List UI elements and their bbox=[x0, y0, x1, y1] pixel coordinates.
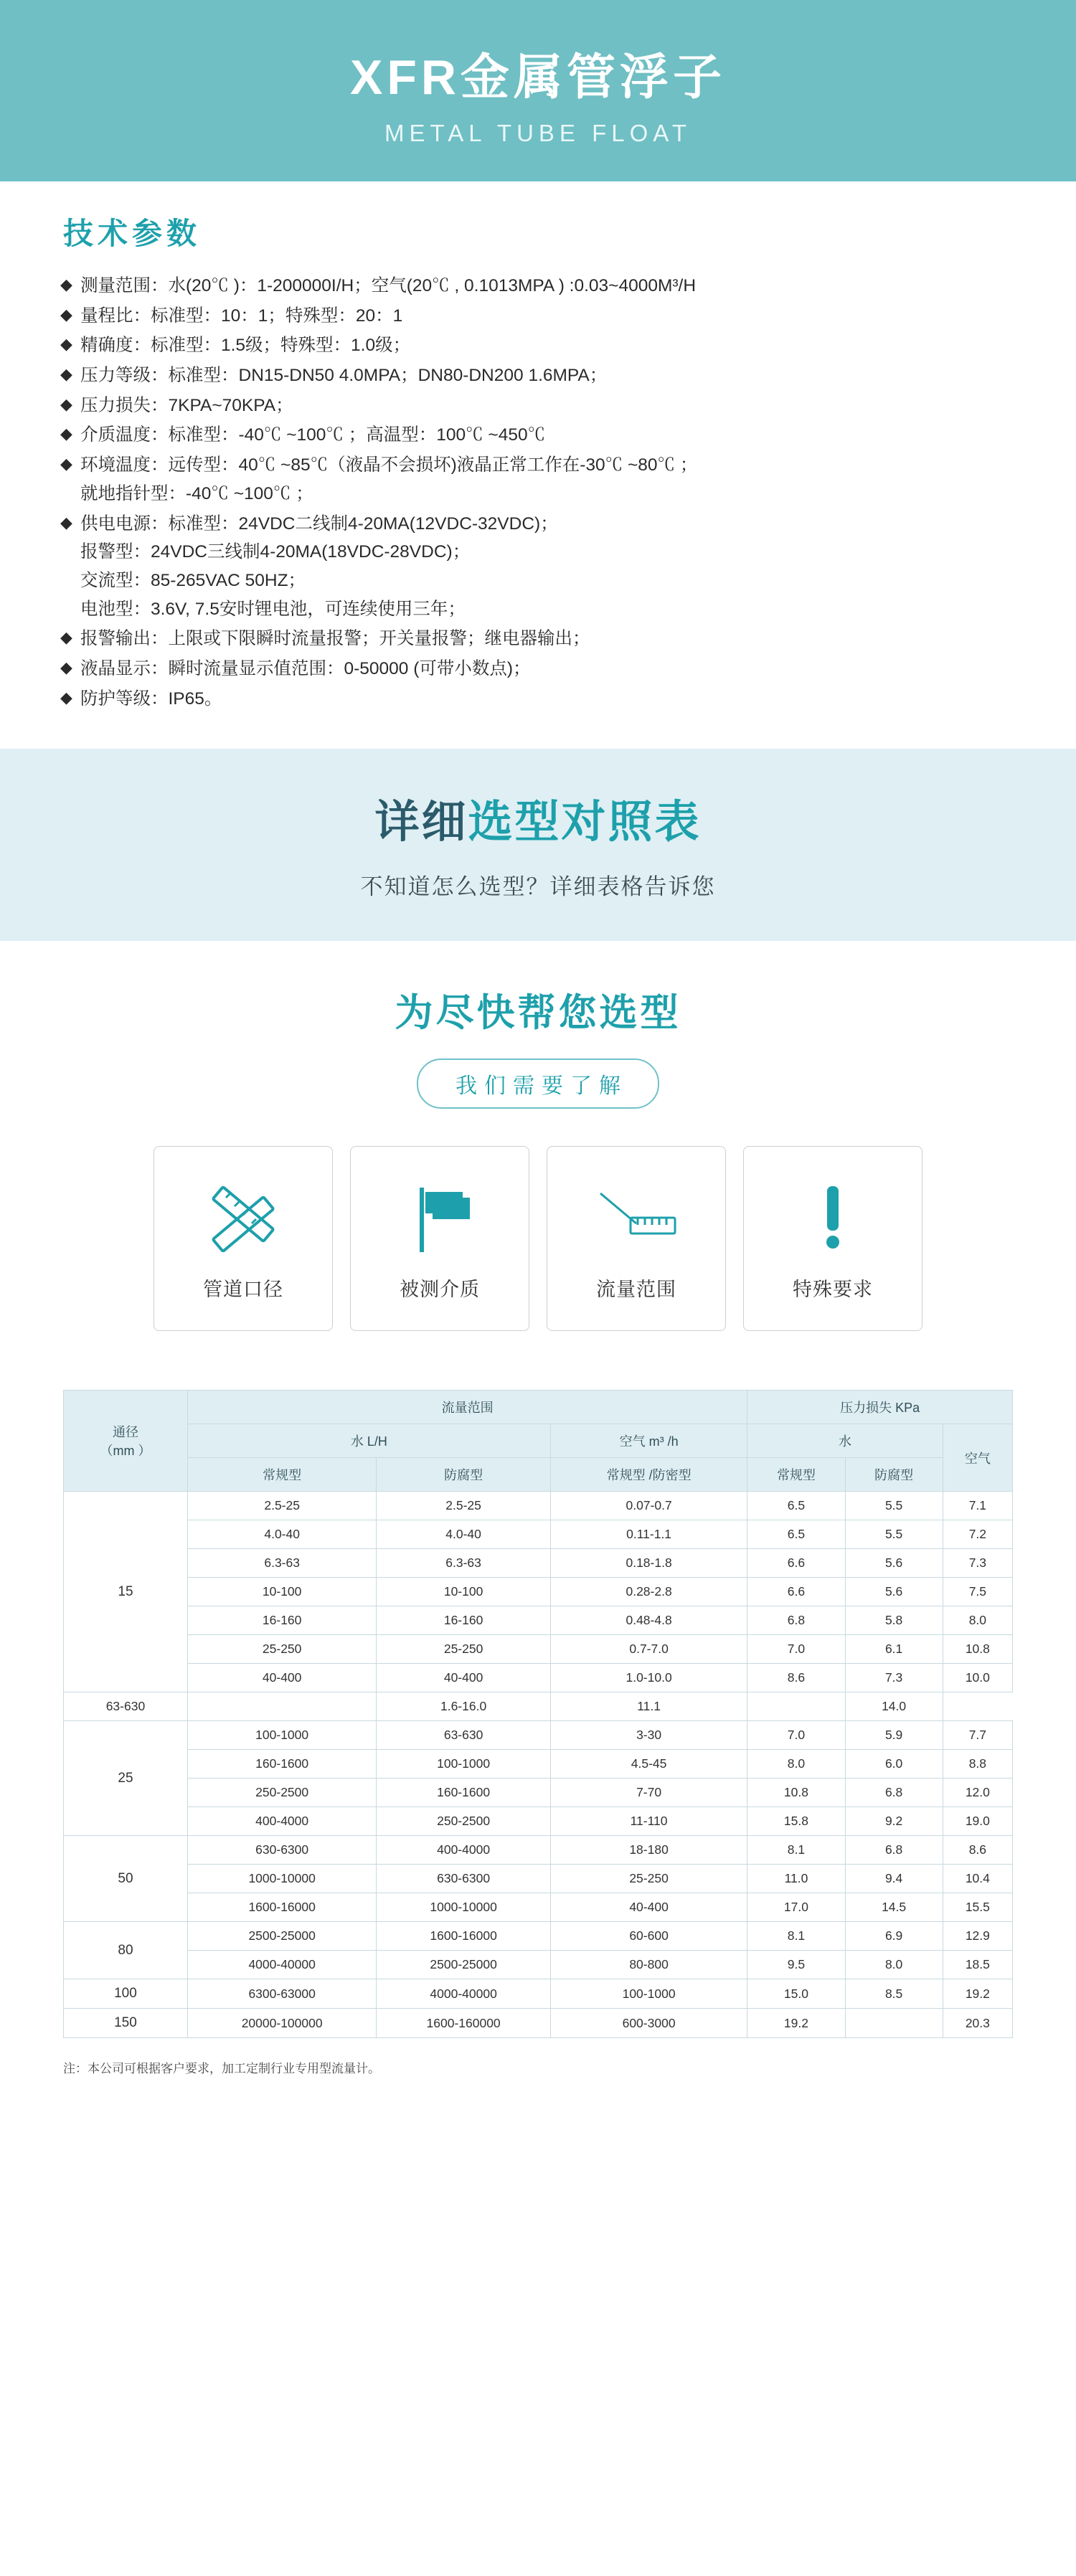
selection-help-section bbox=[0, 941, 1076, 1360]
cell-water-anti: 250-2500 bbox=[377, 1807, 550, 1836]
diamond-bullet-icon: ◆ bbox=[60, 275, 72, 293]
spec-item-text: 测量范围：水(20℃ )：1-200000I/H；空气(20℃ , 0.1013MPA ) :0.03~4000M³/H bbox=[80, 276, 697, 295]
spec-item bbox=[43, 655, 1033, 683]
spec-item-text: 压力等级：标准型：DN15-DN50 4.0MPA；DN80-DN200 1.6MPA； bbox=[80, 366, 608, 386]
cell-water-std: 400-4000 bbox=[187, 1807, 376, 1836]
cell-ploss-air: 8.8 bbox=[943, 1750, 1012, 1779]
spec-item-text: 液晶显示：瞬时流量显示值范围：0-50000 (可带小数点)； bbox=[80, 658, 531, 678]
selection-help-pill: 我们需要了解 bbox=[417, 1059, 659, 1109]
cell-ploss-air: 8.6 bbox=[943, 1836, 1012, 1865]
cell-water-anti: 4000-40000 bbox=[377, 1979, 550, 2009]
cell-dn: 50 bbox=[64, 1836, 188, 1922]
cell-ploss-air: 7.1 bbox=[943, 1492, 1012, 1520]
table-row bbox=[64, 1664, 1013, 1692]
col-air-std-dense: 常规型 /防密型 bbox=[550, 1458, 747, 1492]
requirement-cards bbox=[0, 1146, 1076, 1331]
cell-air: 1.0-10.0 bbox=[550, 1664, 747, 1692]
cell-ploss-air: 12.0 bbox=[943, 1779, 1012, 1807]
cell-ploss-anti: 8.0 bbox=[845, 1951, 943, 1979]
cell-ploss-std: 9.5 bbox=[747, 1951, 845, 1979]
cell-water-std: 250-2500 bbox=[187, 1779, 376, 1807]
cell-ploss-std: 19.2 bbox=[747, 2009, 845, 2038]
spec-item-subtext: 电池型：3.6V, 7.5安时锂电池，可连续使用三年； bbox=[80, 599, 466, 619]
spec-item-text: 介质温度：标准型：-40℃ ~100℃ ；高温型：100℃ ~450℃ bbox=[80, 425, 546, 445]
cell-ploss-std: 8.1 bbox=[747, 1836, 845, 1865]
cell-ploss-anti: 5.5 bbox=[845, 1492, 943, 1520]
cell-dn: 150 bbox=[64, 2009, 188, 2038]
spec-item-text: 环境温度：远传型：40℃ ~85℃（液晶不会损坏)液晶正常工作在-30℃ ~80℃ ； bbox=[80, 455, 698, 475]
col-water-lh: 水 L/H bbox=[187, 1424, 550, 1458]
spec-item-text: 报警输出：上限或下限瞬时流量报警；开关量报警；继电器输出； bbox=[80, 629, 590, 649]
spec-item bbox=[43, 625, 1033, 653]
spec-item bbox=[43, 451, 1033, 508]
cell-ploss-anti: 9.4 bbox=[845, 1865, 943, 1893]
cell-ploss-anti: 6.1 bbox=[845, 1635, 943, 1664]
spec-item-subtext: 交流型：85-265VAC 50HZ； bbox=[80, 570, 306, 590]
table-body bbox=[64, 1492, 1013, 2038]
cell-ploss-anti: 6.8 bbox=[845, 1779, 943, 1807]
spec-item-text: 防护等级：IP65。 bbox=[80, 688, 222, 709]
table-row bbox=[64, 1549, 1013, 1578]
cell-water-std: 63-630 bbox=[64, 1692, 188, 1721]
cell-water-anti: 1600-160000 bbox=[377, 2009, 550, 2038]
cell-water-std: 6.3-63 bbox=[187, 1549, 376, 1578]
spec-item-subtext: 报警型：24VDC三线制4-20MA(18VDC-28VDC)； bbox=[80, 542, 471, 562]
spec-item bbox=[43, 685, 1033, 714]
cell-ploss-std: 11.1 bbox=[550, 1692, 747, 1721]
cell-dn: 15 bbox=[64, 1492, 188, 1692]
cell-water-anti: 630-6300 bbox=[377, 1865, 550, 1893]
cell-ploss-std: 17.0 bbox=[747, 1893, 845, 1922]
cell-water-anti: 6.3-63 bbox=[377, 1549, 550, 1578]
cell-water-anti: 10-100 bbox=[377, 1578, 550, 1606]
cell-air: 0.11-1.1 bbox=[550, 1520, 747, 1549]
col-air-m3h: 空气 m³ /h bbox=[550, 1424, 747, 1458]
cell-air: 25-250 bbox=[550, 1865, 747, 1893]
cell-ploss-std: 15.8 bbox=[747, 1807, 845, 1836]
cell-ploss-air: 14.0 bbox=[845, 1692, 943, 1721]
cell-ploss-anti: 5.9 bbox=[845, 1721, 943, 1750]
col-water-anti: 防腐型 bbox=[377, 1458, 550, 1492]
cell-air: 4.5-45 bbox=[550, 1750, 747, 1779]
cell-ploss-air: 19.0 bbox=[943, 1807, 1012, 1836]
exclamation-icon bbox=[811, 1176, 854, 1262]
cell-ploss-air: 12.9 bbox=[943, 1922, 1012, 1951]
diamond-bullet-icon: ◆ bbox=[60, 365, 72, 384]
diamond-bullet-icon: ◆ bbox=[60, 335, 72, 354]
ruler-scale-icon bbox=[595, 1176, 678, 1262]
table-row bbox=[64, 1893, 1013, 1922]
cell-water-anti: 16-160 bbox=[377, 1606, 550, 1635]
cell-ploss-std: 8.6 bbox=[747, 1664, 845, 1692]
cell-water-std: 1600-16000 bbox=[187, 1893, 376, 1922]
cell-air: 100-1000 bbox=[550, 1979, 747, 2009]
selection-table-wrap bbox=[0, 1360, 1076, 2045]
cell-air: 1.6-16.0 bbox=[377, 1692, 550, 1721]
cell-air: 11-110 bbox=[550, 1807, 747, 1836]
col-dn-unit: （mm ） bbox=[100, 1444, 151, 1459]
cell-water-anti: 63-630 bbox=[377, 1721, 550, 1750]
table-head-row-1 bbox=[64, 1391, 1013, 1424]
col-water: 水 bbox=[747, 1424, 943, 1458]
table-row bbox=[64, 1721, 1013, 1750]
table-row bbox=[64, 1951, 1013, 1979]
cell-ploss-air: 8.0 bbox=[943, 1606, 1012, 1635]
col-ploss-std: 常规型 bbox=[747, 1458, 845, 1492]
cell-ploss-std: 6.6 bbox=[747, 1578, 845, 1606]
cell-water-anti: 400-4000 bbox=[377, 1836, 550, 1865]
table-row bbox=[64, 1606, 1013, 1635]
cell-air: 3-30 bbox=[550, 1721, 747, 1750]
cell-ploss-std: 6.8 bbox=[747, 1606, 845, 1635]
table-note: 注：本公司可根据客户要求，加工定制行业专用型流量计。 bbox=[63, 2062, 380, 2076]
banner-subtext: 不知道怎么选型？详细表格告诉您 bbox=[360, 874, 716, 900]
cell-water-anti: 2500-25000 bbox=[377, 1951, 550, 1979]
cell-ploss-air: 18.5 bbox=[943, 1951, 1012, 1979]
cell-water-std: 16-160 bbox=[187, 1606, 376, 1635]
cell-water-anti: 160-1600 bbox=[377, 1779, 550, 1807]
cell-water-anti: 1600-16000 bbox=[377, 1922, 550, 1951]
col-air: 空气 bbox=[943, 1424, 1012, 1492]
cell-ploss-anti: 6.0 bbox=[845, 1750, 943, 1779]
cell-ploss-anti: 9.2 bbox=[845, 1807, 943, 1836]
cell-ploss-anti bbox=[747, 1692, 845, 1721]
cell-ploss-air: 19.2 bbox=[943, 1979, 1012, 2009]
page-header bbox=[0, 0, 1076, 181]
cell-dn: 25 bbox=[64, 1721, 188, 1836]
cell-water-std: 2.5-25 bbox=[187, 1492, 376, 1520]
diamond-bullet-icon: ◆ bbox=[60, 394, 72, 413]
cell-water-anti: 2.5-25 bbox=[377, 1492, 550, 1520]
table-row bbox=[64, 1779, 1013, 1807]
diamond-bullet-icon: ◆ bbox=[60, 658, 72, 676]
cell-ploss-std: 8.1 bbox=[747, 1922, 845, 1951]
cell-water-anti: 4.0-40 bbox=[377, 1520, 550, 1549]
cell-ploss-anti: 14.5 bbox=[845, 1893, 943, 1922]
table-head-row-2 bbox=[64, 1424, 1013, 1458]
cell-dn: 80 bbox=[64, 1922, 188, 1979]
cell-ploss-anti: 7.3 bbox=[845, 1664, 943, 1692]
table-head bbox=[64, 1391, 1013, 1492]
requirement-card-pipe-diameter[interactable] bbox=[154, 1146, 333, 1331]
spec-item-subtext: 就地指针型：-40℃ ~100℃ ； bbox=[80, 483, 313, 503]
cell-ploss-std: 7.0 bbox=[747, 1635, 845, 1664]
cell-air: 0.07-0.7 bbox=[550, 1492, 747, 1520]
table-row bbox=[64, 1520, 1013, 1549]
spec-item-text: 供电电源：标准型：24VDC二线制4-20MA(12VDC-32VDC)； bbox=[80, 513, 558, 534]
table-row bbox=[64, 1692, 1013, 1721]
cell-ploss-std: 6.5 bbox=[747, 1492, 845, 1520]
cell-ploss-std: 7.0 bbox=[747, 1721, 845, 1750]
table-row bbox=[64, 1865, 1013, 1893]
col-water-std: 常规型 bbox=[187, 1458, 376, 1492]
cell-water-std: 25-250 bbox=[187, 1635, 376, 1664]
spec-item bbox=[43, 510, 1033, 624]
cell-ploss-anti: 8.5 bbox=[845, 1979, 943, 2009]
banner-headline-part2: 选型对照表 bbox=[468, 797, 702, 848]
cell-air: 60-600 bbox=[550, 1922, 747, 1951]
diamond-bullet-icon: ◆ bbox=[60, 305, 72, 323]
cell-air: 0.28-2.8 bbox=[550, 1578, 747, 1606]
col-flow-range: 流量范围 bbox=[187, 1391, 747, 1424]
page-subtitle: METAL TUBE FLOAT bbox=[384, 120, 692, 146]
cell-ploss-air: 10.8 bbox=[943, 1635, 1012, 1664]
cell-ploss-std: 15.0 bbox=[747, 1979, 845, 2009]
spec-item bbox=[43, 302, 1033, 331]
cell-water-std: 6300-63000 bbox=[187, 1979, 376, 2009]
spec-section-title: 技术参数 bbox=[63, 217, 202, 250]
spec-item bbox=[43, 392, 1033, 420]
table-row bbox=[64, 2009, 1013, 2038]
diamond-bullet-icon: ◆ bbox=[60, 628, 72, 647]
cell-ploss-anti: 5.8 bbox=[845, 1606, 943, 1635]
cell-air: 0.18-1.8 bbox=[550, 1549, 747, 1578]
diamond-bullet-icon: ◆ bbox=[60, 455, 72, 473]
cell-water-std: 40-400 bbox=[187, 1664, 376, 1692]
cell-air: 18-180 bbox=[550, 1836, 747, 1865]
cell-water-std: 160-1600 bbox=[187, 1750, 376, 1779]
cell-ploss-std: 6.6 bbox=[747, 1549, 845, 1578]
flag-icon bbox=[404, 1176, 476, 1262]
table-row bbox=[64, 1750, 1013, 1779]
page-title: XFR金属管浮子 bbox=[349, 50, 726, 105]
table-row bbox=[64, 1578, 1013, 1606]
cell-dn: 100 bbox=[64, 1979, 188, 2009]
diamond-bullet-icon: ◆ bbox=[60, 688, 72, 706]
cell-ploss-air: 15.5 bbox=[943, 1893, 1012, 1922]
cell-water-std: 4.0-40 bbox=[187, 1520, 376, 1549]
requirement-card-label: 特殊要求 bbox=[793, 1278, 873, 1300]
table-row bbox=[64, 1836, 1013, 1865]
selection-table bbox=[63, 1390, 1013, 2038]
cell-ploss-anti: 6.8 bbox=[845, 1836, 943, 1865]
cell-air: 0.7-7.0 bbox=[550, 1635, 747, 1664]
cell-ploss-anti bbox=[845, 2009, 943, 2038]
table-row bbox=[64, 1922, 1013, 1951]
spec-item-text: 精确度：标准型：1.5级；特殊型：1.0级； bbox=[80, 336, 411, 356]
cell-ploss-std: 6.5 bbox=[747, 1520, 845, 1549]
cell-air: 7-70 bbox=[550, 1779, 747, 1807]
cell-ploss-anti: 6.9 bbox=[845, 1922, 943, 1951]
table-head-row-3 bbox=[64, 1458, 1013, 1492]
spec-item-text: 压力损失：7KPA~70KPA； bbox=[80, 395, 293, 415]
cell-ploss-air: 7.5 bbox=[943, 1578, 1012, 1606]
spec-item bbox=[43, 421, 1033, 450]
requirement-card-medium[interactable] bbox=[350, 1146, 529, 1331]
selection-table-banner bbox=[0, 749, 1076, 941]
col-dn-label: 通径 bbox=[112, 1425, 138, 1440]
cell-water-std: 4000-40000 bbox=[187, 1951, 376, 1979]
spec-list bbox=[43, 272, 1033, 713]
cell-air: 600-3000 bbox=[550, 2009, 747, 2038]
banner-headline bbox=[0, 786, 1076, 850]
cell-air: 80-800 bbox=[550, 1951, 747, 1979]
cell-ploss-std: 10.8 bbox=[747, 1779, 845, 1807]
spec-item bbox=[43, 331, 1033, 360]
cell-water-std: 100-1000 bbox=[187, 1721, 376, 1750]
diamond-bullet-icon: ◆ bbox=[60, 425, 72, 443]
cell-ploss-air: 10.0 bbox=[943, 1664, 1012, 1692]
requirement-card-flow-range[interactable] bbox=[547, 1146, 726, 1331]
cell-water-std: 2500-25000 bbox=[187, 1922, 376, 1951]
spec-item bbox=[43, 361, 1033, 390]
requirement-card-label: 流量范围 bbox=[596, 1278, 676, 1300]
cell-ploss-air: 20.3 bbox=[943, 2009, 1012, 2038]
requirement-card-label: 被测介质 bbox=[400, 1278, 480, 1300]
cell-water-anti: 25-250 bbox=[377, 1635, 550, 1664]
banner-headline-part1: 详细 bbox=[374, 797, 468, 848]
cell-ploss-air: 10.4 bbox=[943, 1865, 1012, 1893]
col-ploss-anti: 防腐型 bbox=[845, 1458, 943, 1492]
table-row bbox=[64, 1635, 1013, 1664]
cell-air: 0.48-4.8 bbox=[550, 1606, 747, 1635]
selection-help-title: 为尽快帮您选型 bbox=[395, 992, 681, 1035]
table-row bbox=[64, 1492, 1013, 1520]
cell-ploss-anti: 5.6 bbox=[845, 1578, 943, 1606]
cell-ploss-anti: 5.6 bbox=[845, 1549, 943, 1578]
cell-water-std: 10-100 bbox=[187, 1578, 376, 1606]
cell-ploss-anti: 5.5 bbox=[845, 1520, 943, 1549]
cell-ploss-air: 7.3 bbox=[943, 1549, 1012, 1578]
cell-ploss-air: 7.2 bbox=[943, 1520, 1012, 1549]
spec-section bbox=[0, 181, 1076, 749]
cell-water-std: 20000-100000 bbox=[187, 2009, 376, 2038]
col-pressure-loss: 压力损失 KPa bbox=[747, 1391, 1013, 1424]
requirement-card-special-request[interactable] bbox=[743, 1146, 922, 1331]
cell-water-anti: 1000-10000 bbox=[377, 1893, 550, 1922]
ruler-cross-icon bbox=[206, 1176, 280, 1262]
col-dn bbox=[64, 1391, 188, 1492]
spec-item-text: 量程比：标准型：10：1；特殊型：20：1 bbox=[80, 306, 403, 326]
table-row bbox=[64, 1807, 1013, 1836]
cell-air: 40-400 bbox=[550, 1893, 747, 1922]
cell-ploss-air: 7.7 bbox=[943, 1721, 1012, 1750]
cell-water-anti bbox=[187, 1692, 376, 1721]
cell-ploss-std: 8.0 bbox=[747, 1750, 845, 1779]
cell-water-anti: 100-1000 bbox=[377, 1750, 550, 1779]
cell-water-anti: 40-400 bbox=[377, 1664, 550, 1692]
cell-water-std: 630-6300 bbox=[187, 1836, 376, 1865]
diamond-bullet-icon: ◆ bbox=[60, 513, 72, 531]
cell-ploss-std: 11.0 bbox=[747, 1865, 845, 1893]
requirement-card-label: 管道口径 bbox=[203, 1278, 283, 1300]
cell-water-std: 1000-10000 bbox=[187, 1865, 376, 1893]
table-row bbox=[64, 1979, 1013, 2009]
spec-item bbox=[43, 272, 1033, 300]
